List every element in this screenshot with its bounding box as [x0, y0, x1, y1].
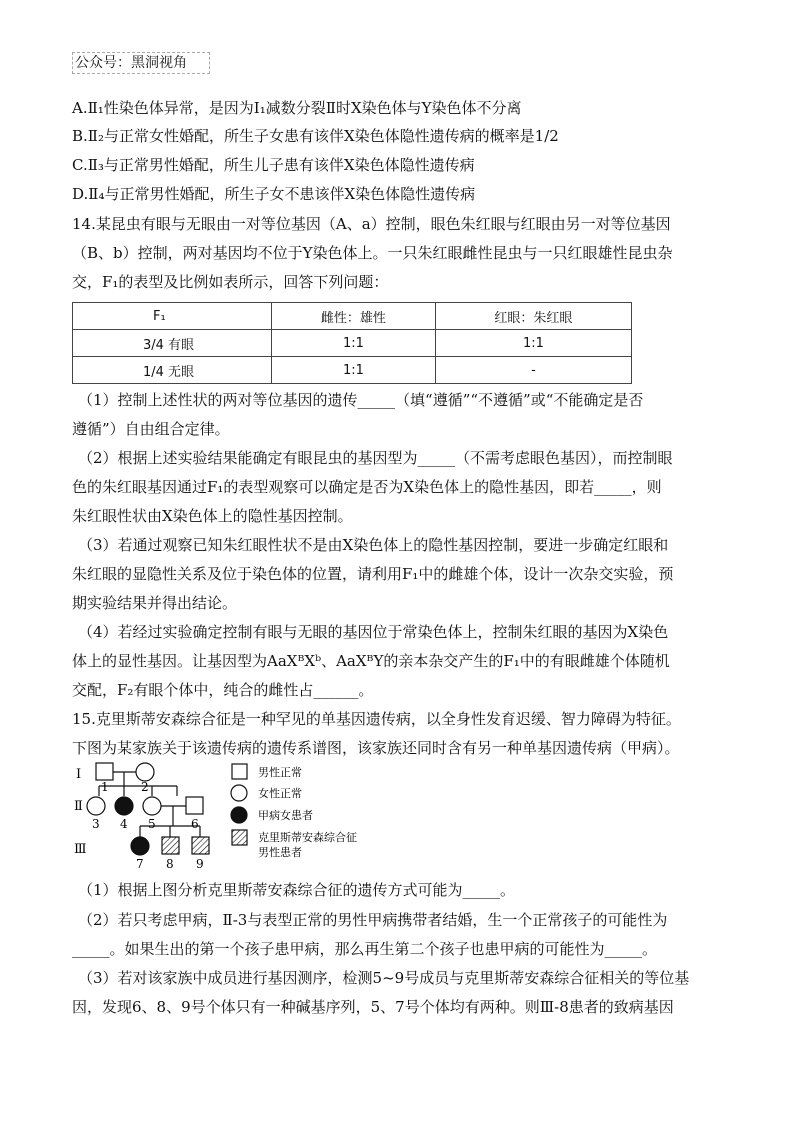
legend-label: 克里斯蒂安森综合征 [258, 831, 357, 844]
table-cell: 3/4 有眼 [73, 330, 272, 357]
individual-number: 4 [120, 817, 128, 831]
q15-part-line: （3）若对该家族中成员进行基因测序，检测5~9号成员与克里斯蒂安森综合征相关的等位基 [78, 969, 690, 987]
q15-part-line: （2）若只考虑甲病，Ⅱ-3与表型正常的男性甲病携带者结婚，生一个正常孩子的可能性为 [78, 911, 668, 929]
q14-part-line: 遵循”）自由组合定律。 [72, 420, 230, 438]
female-normal-symbol [87, 797, 105, 815]
q14-part-line: 期实验结果并得出结论。 [72, 594, 238, 612]
table-header-row [73, 303, 632, 330]
generation-label: Ⅲ [74, 842, 87, 857]
table-header-cell: 红眼：朱红眼 [435, 303, 631, 330]
q14-stem-line: 14.某昆虫有眼与无眼由一对等位基因（A、a）控制，眼色朱红眼与红眼由另一对等位基因 [72, 215, 671, 233]
q15-stem-line: 下图为某家族关于该遗传病的遗传系谱图，该家族还同时含有另一种单基因遗传病（甲病）。 [72, 739, 680, 757]
affected-male-symbol [162, 837, 179, 854]
table-cell: 1:1 [272, 357, 436, 384]
table-row [73, 357, 632, 384]
legend-affected-female-icon [231, 807, 247, 823]
option-b: B.Ⅱ₂与正常女性婚配，所生子女患有该伴X染色体隐性遗传病的概率是1/2 [72, 127, 559, 145]
affected-male-symbol [192, 837, 209, 854]
q15-part-line: _____。如果生出的第一个孩子患甲病，那么再生第二个孩子也患甲病的可能性为_____。 [72, 940, 658, 958]
individual-number: 7 [136, 857, 144, 870]
legend-label: 男性患者 [258, 846, 302, 859]
table-cell: - [435, 357, 631, 384]
option-a: A.Ⅱ₁性染色体异常，是因为Ⅰ₁减数分裂Ⅱ时X染色体与Y染色体不分离 [72, 99, 522, 117]
table-cell: 1:1 [435, 330, 631, 357]
q14-stem-line: 交，F₁的表型及比例如表所示，回答下列问题： [72, 273, 389, 291]
q15-part-line: 因，发现6、8、9号个体只有一种碱基序列，5、7号个体均有两种。则Ⅲ-8患者的致病基因 [72, 998, 674, 1016]
affected-female-symbol [131, 837, 149, 855]
male-normal-symbol [186, 797, 203, 814]
option-c: C.Ⅱ₃与正常男性婚配，所生儿子患有该伴X染色体隐性遗传病 [72, 156, 475, 174]
legend-affected-male-icon [232, 830, 247, 845]
table-cell: 1:1 [272, 330, 436, 357]
q14-part-line: （1）控制上述性状的两对等位基因的遗传_____（填“遵循”“不遵循”或“不能确定是否 [78, 391, 644, 409]
q15-part-line: （1）根据上图分析克里斯蒂安森综合征的遗传方式可能为_____。 [78, 881, 516, 899]
option-d: D.Ⅱ₄与正常男性婚配，所生子女不患该伴X染色体隐性遗传病 [72, 185, 476, 203]
individual-number: 9 [196, 857, 204, 870]
individual-number: 3 [92, 817, 100, 831]
f1-table [72, 302, 632, 384]
individual-number: 2 [141, 780, 149, 794]
male-normal-symbol [96, 763, 113, 780]
generation-label: Ⅱ [74, 799, 83, 814]
legend-label: 甲病女患者 [258, 809, 313, 822]
legend-male-normal-icon [232, 764, 247, 779]
affected-female-symbol [115, 797, 133, 815]
individual-number: 8 [166, 857, 174, 870]
q14-part-line: 朱红眼的显隐性关系及位于染色体的位置，请利用F₁中的雌雄个体，设计一次杂交实验，预 [72, 565, 674, 583]
legend-label: 女性正常 [258, 787, 302, 800]
q14-part-line: （2）根据上述实验结果能确定有眼昆虫的基因型为_____（不需考虑眼色基因），而控制眼 [78, 449, 673, 467]
individual-number: 6 [191, 817, 199, 831]
pedigree-chart [72, 760, 492, 870]
legend-female-normal-icon [231, 785, 247, 801]
table-header-cell: 雌性：雄性 [272, 303, 436, 330]
q14-part-line: 交配，F₂有眼个体中，纯合的雌性占______。 [72, 681, 374, 699]
individual-number: 1 [101, 780, 109, 794]
q15-stem-line: 15.克里斯蒂安森综合征是一种罕见的单基因遗传病，以全身性发育迟缓、智力障碍为特征。 [72, 710, 681, 728]
table-row [73, 330, 632, 357]
table-cell: 1/4 无眼 [73, 357, 272, 384]
legend-label: 男性正常 [258, 766, 302, 779]
female-normal-symbol [143, 797, 161, 815]
q14-part-line: 朱红眼性状由X染色体上的隐性基因控制。 [72, 507, 353, 525]
generation-label: I [76, 767, 82, 782]
q14-part-line: （4）若经过实验确定控制有眼与无眼的基因位于常染色体上，控制朱红眼的基因为X染色 [78, 623, 669, 641]
q14-part-line: 色的朱红眼基因通过F₁的表型观察可以确定是否为X染色体上的隐性基因，即若_____，则 [72, 478, 662, 496]
watermark-header: 公众号：黑洞视角 [72, 52, 210, 74]
q14-stem-line: （B、b）控制，两对基因均不位于Y染色体上。一只朱红眼雌性昆虫与一只红眼雄性昆虫杂 [72, 244, 673, 262]
female-normal-symbol [136, 763, 154, 781]
individual-number: 5 [148, 817, 156, 831]
q14-part-line: 体上的显性基因。让基因型为AaXᴮXᵇ、AaXᴮY的亲本杂交产生的F₁中的有眼雌雄个体随机 [72, 652, 670, 670]
q14-part-line: （3）若通过观察已知朱红眼性状不是由X染色体上的隐性基因控制，要进一步确定红眼和 [78, 536, 669, 554]
table-header-cell: F₁ [73, 303, 272, 330]
